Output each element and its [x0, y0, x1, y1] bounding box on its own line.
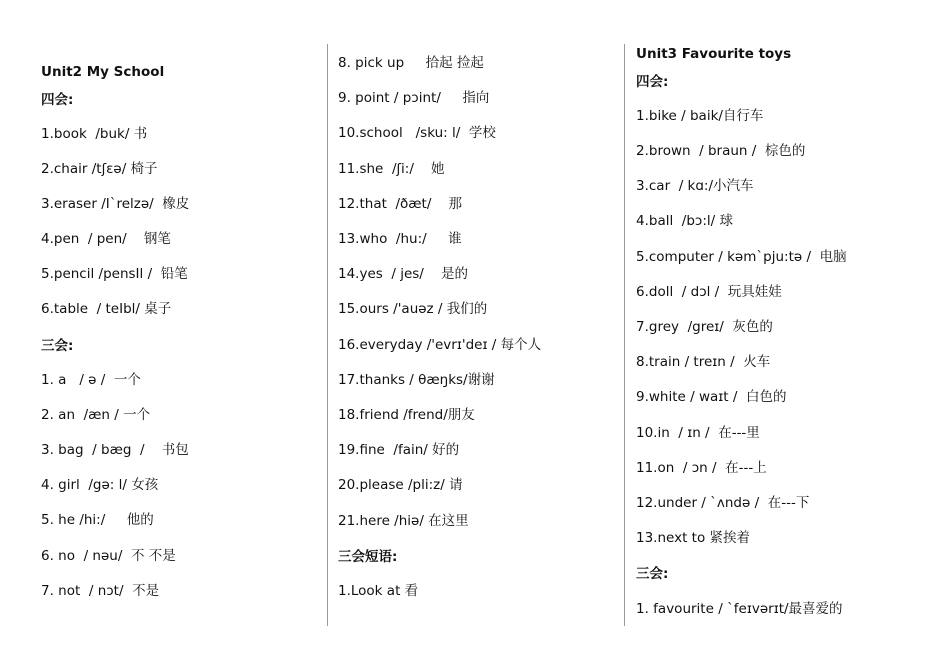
- vocab-entry: 6. no / nəu/ 不 不是: [41, 548, 176, 564]
- vocab-entry: 8.train / treɪn / 火车: [636, 354, 771, 370]
- unit2-heading: Unit2 My School: [41, 64, 165, 80]
- vocab-entry: 1.bike / baik/自行车: [636, 108, 764, 124]
- vocab-entry: 12.under / `ʌndə / 在---下: [636, 495, 810, 511]
- vocab-entry: 14.yes / jes/ 是的: [338, 266, 469, 282]
- section-heading-four-skills: 四会:: [41, 92, 74, 108]
- vocab-entry: 4. girl /gə: l/ 女孩: [41, 477, 159, 493]
- vocab-entry: 4.pen / pen/ 钢笔: [41, 231, 171, 247]
- vocab-entry: 11.on / ɔn / 在---上: [636, 460, 767, 476]
- vocab-entry: 6.table / teIbl/ 桌子: [41, 301, 172, 317]
- vocab-entry: 10.school /sku: l/ 学校: [338, 125, 496, 141]
- column-divider: [327, 44, 328, 626]
- vocab-entry: 4.ball /bɔ:l/ 球: [636, 213, 733, 229]
- section-heading-phrases: 三会短语:: [338, 549, 398, 565]
- vocab-entry: 8. pick up 拾起 捡起: [338, 55, 484, 71]
- vocab-entry: 5.pencil /pensIl / 铅笔: [41, 266, 188, 282]
- section-heading-four-skills: 四会:: [636, 74, 669, 90]
- vocab-entry: 10.in / ɪn / 在---里: [636, 425, 760, 441]
- column-divider: [624, 44, 625, 626]
- vocab-entry: 13.who /hu:/ 谁: [338, 231, 462, 247]
- vocab-entry: 19.fine /fain/ 好的: [338, 442, 460, 458]
- vocab-entry: 2.brown / braun / 棕色的: [636, 143, 806, 159]
- vocab-entry: 12.that /ðæt/ 那: [338, 196, 463, 212]
- vocab-entry: 20.please /pli:z/ 请: [338, 477, 463, 493]
- vocab-entry: 16.everyday /'evrɪ'deɪ / 每个人: [338, 337, 542, 353]
- vocab-entry: 7.grey /greɪ/ 灰色的: [636, 319, 773, 335]
- vocab-entry: 3.eraser /I`relzə/ 橡皮: [41, 196, 190, 212]
- vocab-entry: 7. not / nɔt/ 不是: [41, 583, 160, 599]
- vocab-entry: 17.thanks / θæŋks/谢谢: [338, 372, 495, 388]
- vocab-entry: 2. an /æn / 一个: [41, 407, 151, 423]
- vocab-entry: 9.white / waɪt / 白色的: [636, 389, 787, 405]
- vocab-entry: 6.doll / dɔl / 玩具娃娃: [636, 284, 782, 300]
- section-heading-three-skills: 三会:: [636, 566, 669, 582]
- vocab-entry: 1. favourite / `feɪvərɪt/最喜爱的: [636, 601, 843, 617]
- vocab-entry: 5.computer / kəm`pju:tə / 电脑: [636, 249, 847, 265]
- vocab-entry: 13.next to 紧挨着: [636, 530, 751, 546]
- vocab-entry: 2.chair /tʃɛə/ 椅子: [41, 161, 158, 177]
- vocab-entry: 3.car / kɑ:/小汽车: [636, 178, 754, 194]
- vocab-entry: 3. bag / bæg / 书包: [41, 442, 189, 458]
- vocab-entry: 15.ours /'auəz / 我们的: [338, 301, 488, 317]
- vocab-entry: 18.friend /frend/朋友: [338, 407, 475, 423]
- vocab-entry: 9. point / pɔint/ 指向: [338, 90, 490, 106]
- vocab-entry: 5. he /hi:/ 他的: [41, 512, 154, 528]
- vocab-entry: 1.book /buk/ 书: [41, 126, 148, 142]
- unit3-heading: Unit3 Favourite toys: [636, 46, 792, 62]
- vocab-entry: 21.here /hiə/ 在这里: [338, 513, 469, 529]
- phrase-entry: 1.Look at 看: [338, 583, 419, 599]
- section-heading-three-skills: 三会:: [41, 338, 74, 354]
- vocab-entry: 1. a / ə / 一个: [41, 372, 141, 388]
- vocab-entry: 11.she /ʃi:/ 她: [338, 161, 445, 177]
